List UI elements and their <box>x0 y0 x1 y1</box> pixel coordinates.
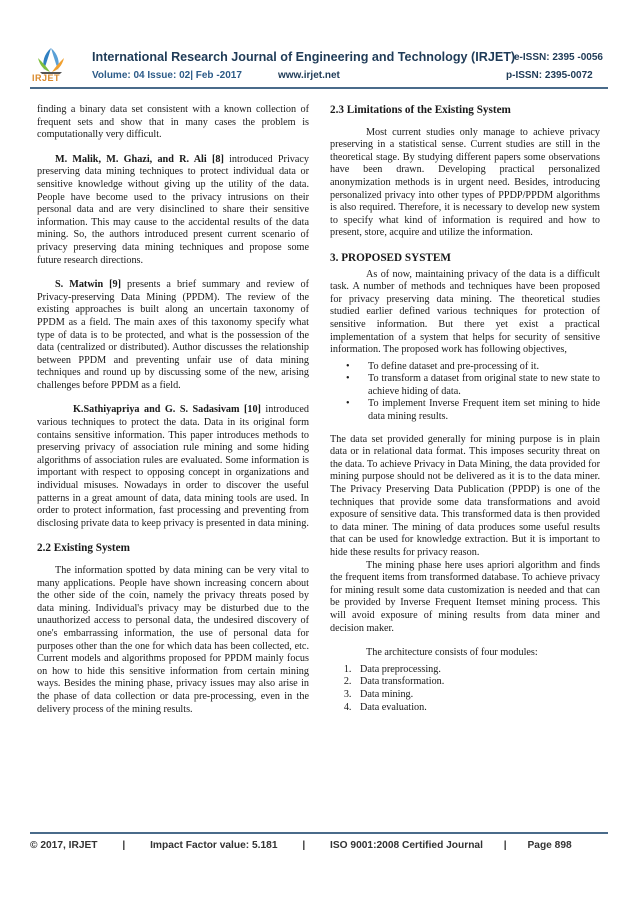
logo-text: IRJET <box>32 73 61 83</box>
paragraph: The mining phase here uses apriori algorithm and finds the frequent items from transformed database. To achieve privacy for mining result some data customization is needed and that can be provided by Inverse Frequent Itemset mining process. This will avoid exposure of mining results from data miner and decision maker. <box>330 559 600 634</box>
paragraph: finding a binary data set consistent with a known collection of frequent sets and show that in many cases the problem is computationally very difficult. <box>37 104 309 141</box>
left-column <box>37 104 309 716</box>
section-heading-limitations: 2.3 Limitations of the Existing System <box>330 104 511 116</box>
page-number: Page 898 <box>527 840 572 851</box>
volume-issue: Volume: 04 Issue: 02| Feb -2017 <box>92 70 242 81</box>
citation-lead: M. Malik, M. Ghazi, and R. Ali [8] <box>55 153 224 165</box>
section-heading-existing-system: 2.2 Existing System <box>37 542 130 555</box>
journal-title: International Research Journal of Engineering and Technology (IRJET) <box>92 50 516 64</box>
list-item: • To define dataset and pre-processing of it. <box>368 361 600 374</box>
p-issn: p-ISSN: 2395-0072 <box>506 70 593 81</box>
list-item: 1. Data preprocessing. <box>354 664 600 677</box>
paragraph-body: presents a brief summary and review of Privacy-preserving Data Mining (PPDM). The review of the existing approaches is built along an uncertain taxonomy of PPDM as a field. The main axes of this taxonomy specify what type of data is to be protected, and what is the possession of the data (centralized or distributed). Author discusses the relationship between PPDM and preventing unfair use of data mining techniques and round up by discussing some of the new, arising challenges before PPDM as a field. <box>37 279 309 391</box>
objectives-list <box>330 361 600 424</box>
citation-lead: S. Matwin [9] <box>55 279 122 291</box>
page-header <box>0 0 638 90</box>
paragraph-body: introduced Privacy preserving data mining techniques to protect individual data or sensitive knowledge without giving up the utility of the data. People have become used to the privacy intrusions on their personal data and are very disinclined to share their sensitive information. This may cause to the accidental results of the data mining. So, the authors introduced present current scenario of privacy preserving data mining techniques and propose some future research directions. <box>37 153 310 266</box>
paragraph: As of now, maintaining privacy of the data is a difficult task. A number of methods and techniques have been proposed for privacy preserving data mining. The theoretical studies studied earlier defined various techniques for protection of sensitive information. But there yet exist a practical implementation of a system that helps for security of sensitive information. The proposed work has following objectives, <box>330 268 600 356</box>
paragraph-sathiyapriya <box>37 404 309 530</box>
modules-list <box>330 664 600 714</box>
page-footer <box>30 840 608 851</box>
right-column <box>330 104 600 714</box>
section-heading-proposed-system: 3. PROPOSED SYSTEM <box>330 251 451 264</box>
citation-lead: K.Sathiyapriya and G. S. Sadasivam [10] <box>73 404 261 416</box>
footer-divider <box>30 832 608 834</box>
paragraph-matwin <box>37 279 309 392</box>
header-divider <box>30 87 608 89</box>
paragraph: Most current studies only manage to achieve privacy preserving in a statistical sense. Current studies are still in the theoretical stage. By studying different papers some observations have been drawn. Developing practical personalized anonymization methods is in urgent need. Besides, introducing personalized privacy into other types of PPDP/PPDM algorithms is also required. Therefore, it is necessary to develop new system to specify what kind of information is required and how to present, store, acquire and utilize the information. <box>330 126 600 239</box>
list-item: 4. Data evaluation. <box>354 702 600 715</box>
copyright: © 2017, IRJET <box>30 840 98 851</box>
e-issn: e-ISSN: 2395 -0056 <box>514 52 603 63</box>
list-item: 3. Data mining. <box>354 689 600 702</box>
footer-separator: | <box>122 840 126 851</box>
footer-separator: | <box>302 840 306 851</box>
list-item: • To transform a dataset from original state to new state to achieve hiding of data. <box>368 373 600 398</box>
impact-factor: Impact Factor value: 5.181 <box>150 840 278 851</box>
paragraph: The information spotted by data mining can be very vital to many applications. People have shown increasing concern about the other side of the coin, namely the privacy threats posed by data mining. Individual's privacy may be disturbed due to the unauthorized access to personal data, the undesired discovery of one's embarrassing information, the use of personal data for purposes other than the one for which data has been collected, etc. Current models and algorithms proposed for PPDM mainly focus on how to hide this sensitive information from certain mining ways. Besides the mining phase, privacy issues may also arise in the phase of data collection or data pre-processing, even in the delivery process of the mining results. <box>37 565 309 715</box>
iso-certification: ISO 9001:2008 Certified Journal <box>330 840 483 851</box>
list-item: • To implement Inverse Frequent item set mining to hide data mining results. <box>368 398 600 423</box>
list-item: 2. Data transformation. <box>354 676 600 689</box>
paragraph: The architecture consists of four modules: <box>366 647 538 659</box>
paragraph-body: introduced various techniques to protect the data. Data in its original form contains sensitive information. This paper introduces methods to preserving privacy of association rule mining and some hiding algorithms of association rules are evaluated. Some information is important with respect to opposing concept in organizations and individual misuses. Nowadays in order to discover the useful patterns in a great amount of data, data mining tools are used. In order to protect information, fast processing and preventing from disclosing private data to keep privacy is presented in data mining. <box>37 404 309 529</box>
footer-separator: | <box>503 840 507 851</box>
paragraph-malik <box>37 154 309 267</box>
website-link[interactable]: www.irjet.net <box>278 70 340 81</box>
paragraph: The data set provided generally for mining purpose is in plain data or in relational data format. This imposes security threat on the data. To achieve Privacy in Data Mining, the data provided for mining purpose should not be delivered as it is to the data miner. The Privacy Preserving Data Publication (PPDP) is one of the techniques that provide some data transformations and avoid exposure of sensitive data. This transformed data is then provided to data miner. The mining of data produces some useful results that can be used for knowledge extraction. But it is important to hide these results for privacy reason. <box>330 433 600 558</box>
